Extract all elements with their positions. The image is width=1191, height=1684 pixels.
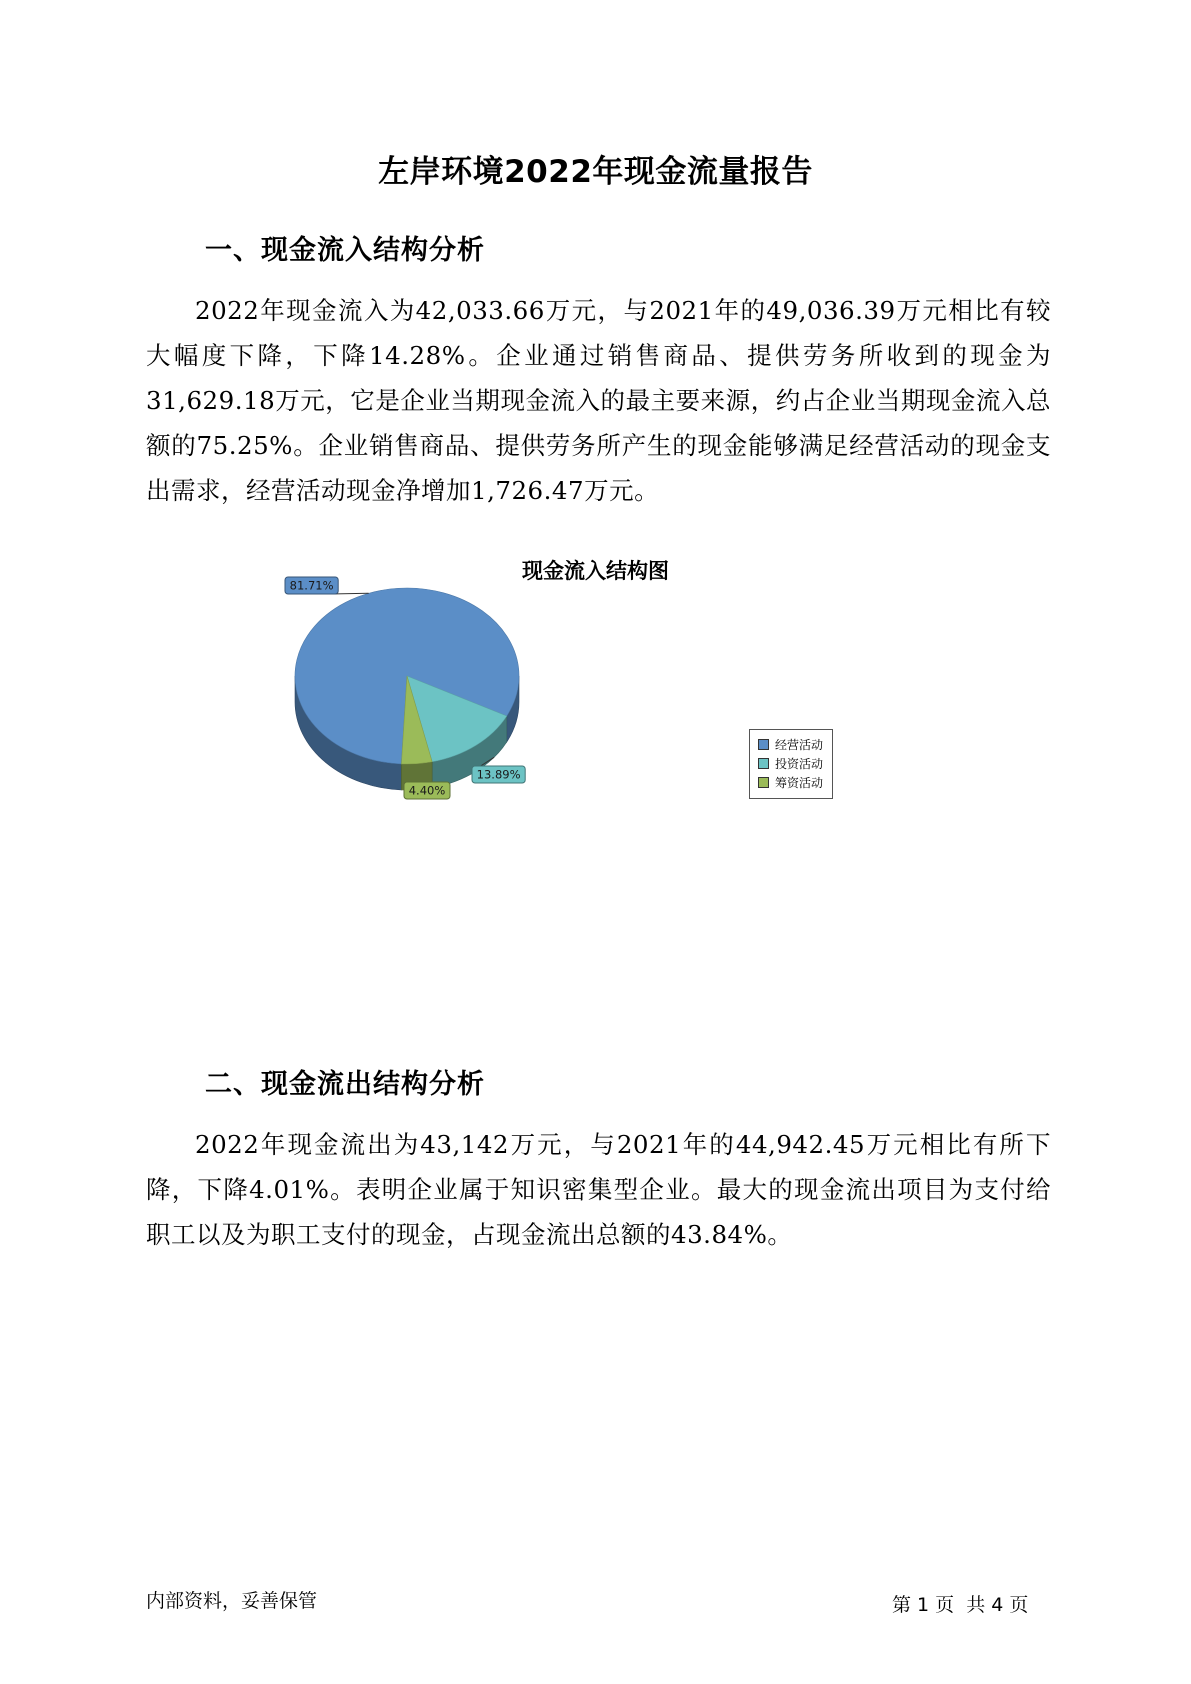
legend-item-operating xyxy=(758,735,832,754)
section-heading-cash-outflow: 二、现金流出结构分析 xyxy=(205,1069,485,1100)
data-label-investing: 13.89% xyxy=(476,767,521,782)
legend-swatch-financing xyxy=(758,777,769,788)
cash-inflow-paragraph: 2022年现金流入为42,033.66万元，与2021年的49,036.39万元相比有较大幅度下降，下降14.28%。企业通过销售商品、提供劳务所收到的现金为31,629.18万元，它是企业当期现金流入的最主要来源，约占企业当期现金流入总额的75.25%。企业销售商品、提供劳务所产生的现金能够满足经营活动的现金支出需求，经营活动现金净增加1,726.47万元。 xyxy=(146,296,1051,505)
legend-swatch-investing xyxy=(758,758,769,769)
footer-page-number: 第 1 页 共 4 页 xyxy=(892,1594,1029,1616)
footer-confidential-note: 内部资料，妥善保管 xyxy=(146,1590,318,1612)
chart-title: 现金流入结构图 xyxy=(522,559,669,583)
legend-swatch-operating xyxy=(758,739,769,750)
section-heading-cash-inflow: 一、现金流入结构分析 xyxy=(205,235,485,266)
legend-item-investing xyxy=(758,754,832,773)
pie-chart xyxy=(289,578,590,880)
chart-legend xyxy=(749,729,833,799)
data-label-financing: 4.40% xyxy=(408,783,446,798)
document-title: 左岸环境2022年现金流量报告 xyxy=(378,154,813,190)
legend-label-financing: 筹资活动 xyxy=(775,776,824,790)
cash-outflow-paragraph: 2022年现金流出为43,142万元，与2021年的44,942.45万元相比有所下降，下降4.01%。表明企业属于知识密集型企业。最大的现金流出项目为支付给职工以及为职工支付的现金，占现金流出总额的43.84%。 xyxy=(146,1130,1051,1249)
legend-label-investing: 投资活动 xyxy=(775,757,824,771)
legend-item-financing xyxy=(758,773,832,792)
legend-label-operating: 经营活动 xyxy=(775,738,824,752)
data-label-operating: 81.71% xyxy=(289,578,334,593)
